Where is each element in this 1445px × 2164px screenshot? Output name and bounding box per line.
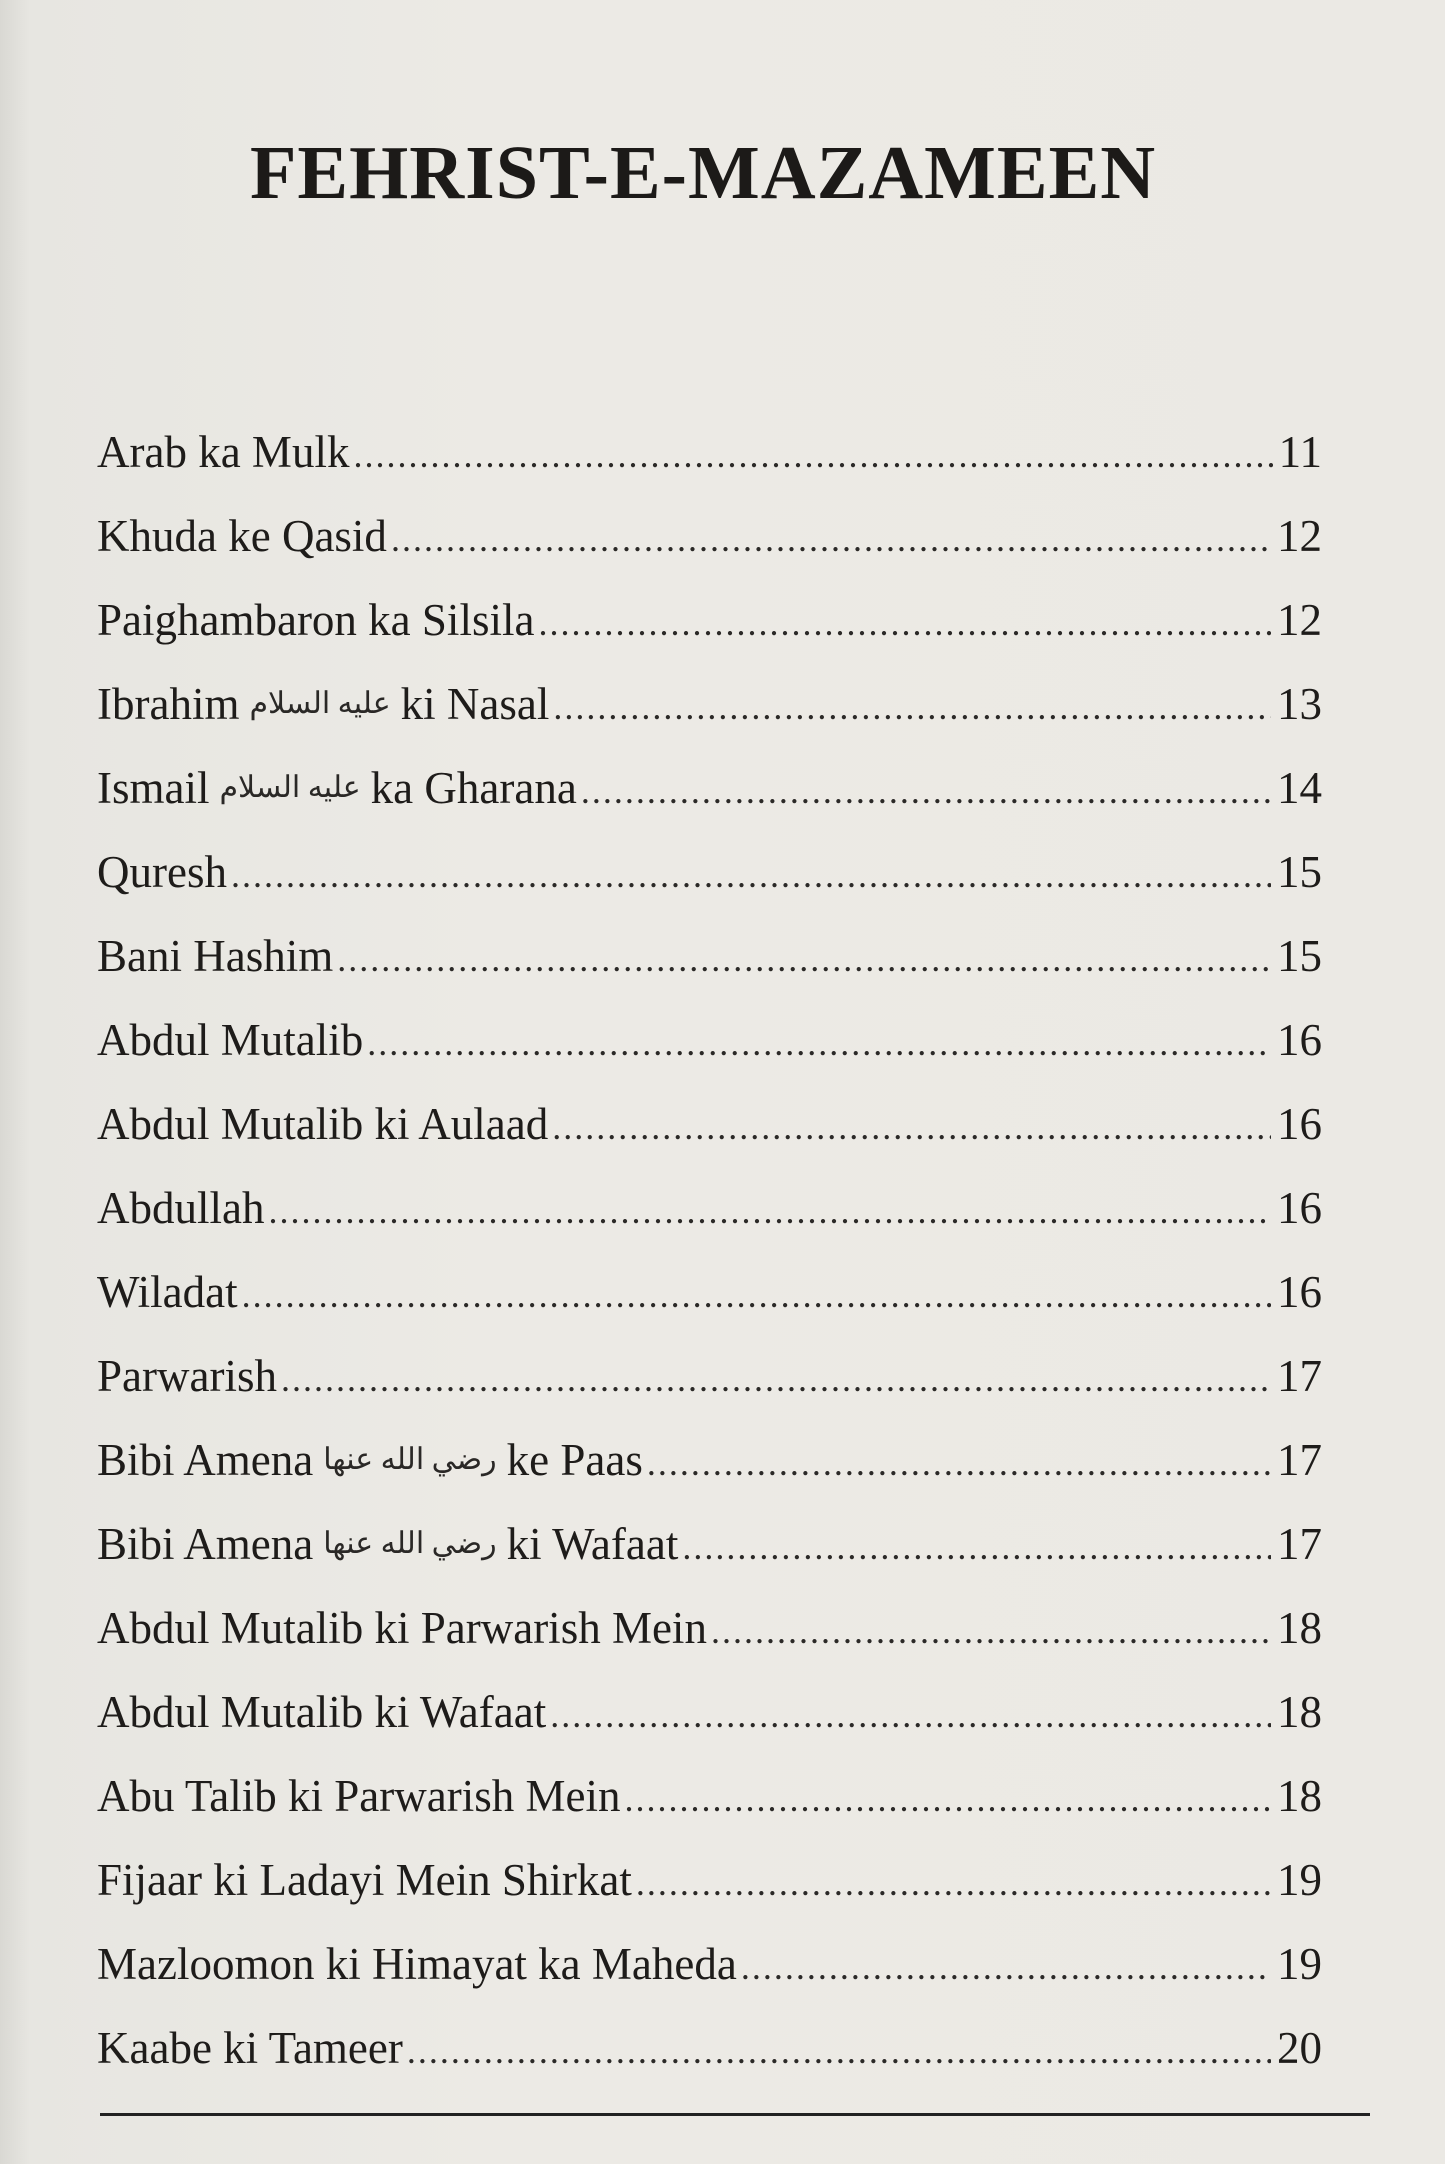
toc-entry-label: Kaabe ki Tameer: [97, 2023, 403, 2073]
toc-page-number: 20: [1277, 2023, 1322, 2073]
dot-leader: [711, 1586, 1271, 1670]
dot-leader: [741, 1922, 1271, 2006]
dot-leader: [636, 1838, 1271, 1922]
dot-leader: [281, 1334, 1271, 1418]
toc-page-number: 19: [1277, 1855, 1322, 1905]
toc-entry-label: Parwarish: [97, 1351, 277, 1401]
toc-entry: [97, 2006, 1322, 2090]
toc-page-number: 18: [1277, 1771, 1322, 1821]
toc-page-number: 18: [1277, 1603, 1322, 1653]
toc-page-number: 13: [1277, 679, 1322, 729]
dot-leader: [647, 1418, 1271, 1502]
toc-entry-label: Fijaar ki Ladayi Mein Shirkat: [97, 1855, 632, 1905]
toc-entry-label: Khuda ke Qasid: [97, 511, 387, 561]
bottom-rule: [100, 2113, 1370, 2116]
toc-entry: [97, 1334, 1322, 1418]
toc-entry: [97, 578, 1322, 662]
toc-entry-label: Bibi Amena رضي الله عنها ke Paas: [97, 1418, 647, 1502]
toc-page-number: 11: [1278, 427, 1322, 477]
toc-entry-label: Mazloomon ki Himayat ka Maheda: [97, 1939, 737, 1989]
toc-entry: [97, 1166, 1322, 1250]
honorific-glyph: عليه السلام: [219, 771, 361, 804]
toc-entry: [97, 410, 1322, 494]
honorific-glyph: عليه السلام: [249, 687, 391, 720]
toc-entry-label: Paighambaron ka Silsila: [97, 595, 535, 645]
toc-entry-label: Abdul Mutalib ki Wafaat: [97, 1687, 547, 1737]
toc-entry-label: Bibi Amena رضي الله عنها ki Wafaat: [97, 1502, 682, 1586]
honorific-glyph: رضي الله عنها: [323, 1527, 497, 1560]
toc-page-number: 12: [1277, 511, 1322, 561]
dot-leader: [550, 1670, 1271, 1754]
toc-page-number: 19: [1277, 1939, 1322, 1989]
toc-page-number: 17: [1277, 1519, 1322, 1569]
toc-entry: [97, 1586, 1322, 1670]
toc-page-number: 17: [1277, 1435, 1322, 1485]
toc-entry: [97, 494, 1322, 578]
dot-leader: [682, 1502, 1271, 1586]
toc-entry: [97, 1418, 1322, 1502]
toc-entry: [97, 830, 1322, 914]
dot-leader: [353, 410, 1272, 494]
toc-page-number: 15: [1277, 847, 1322, 897]
toc-entry-label: Abu Talib ki Parwarish Mein: [97, 1771, 621, 1821]
dot-leader: [231, 830, 1271, 914]
toc-page-number: 12: [1277, 595, 1322, 645]
toc-entry: [97, 998, 1322, 1082]
toc-entry: [97, 1922, 1322, 2006]
dot-leader: [538, 578, 1271, 662]
toc-entry: [97, 1250, 1322, 1334]
toc-entry-label: Bani Hashim: [97, 931, 334, 981]
dot-leader: [242, 1250, 1271, 1334]
toc-entry-label: Abdullah: [97, 1183, 265, 1233]
table-of-contents: [97, 410, 1322, 2090]
toc-page-number: 18: [1277, 1687, 1322, 1737]
toc-entry: [97, 1502, 1322, 1586]
toc-entry-label: Abdul Mutalib ki Parwarish Mein: [97, 1603, 707, 1653]
toc-page-number: 17: [1277, 1351, 1322, 1401]
dot-leader: [553, 662, 1271, 746]
toc-page-number: 16: [1277, 1099, 1322, 1149]
toc-entry-label: Ibrahim عليه السلام ki Nasal: [97, 662, 553, 746]
toc-entry: [97, 1838, 1322, 1922]
toc-entry: [97, 746, 1322, 830]
toc-entry: [97, 1082, 1322, 1166]
dot-leader: [624, 1754, 1271, 1838]
page-title: FEHRIST-E-MAZAMEEN: [250, 131, 1157, 215]
dot-leader: [581, 746, 1271, 830]
toc-entry-label: Wiladat: [97, 1267, 238, 1317]
dot-leader: [268, 1166, 1271, 1250]
dot-leader: [407, 2006, 1271, 2090]
toc-entry: [97, 1670, 1322, 1754]
dot-leader: [391, 494, 1271, 578]
honorific-glyph: رضي الله عنها: [323, 1443, 497, 1476]
toc-page-number: 16: [1277, 1183, 1322, 1233]
toc-entry: [97, 914, 1322, 998]
toc-page-number: 16: [1277, 1015, 1322, 1065]
toc-entry: [97, 662, 1322, 746]
dot-leader: [367, 998, 1271, 1082]
toc-entry-label: Quresh: [97, 847, 227, 897]
toc-page-number: 15: [1277, 931, 1322, 981]
toc-page-number: 16: [1277, 1267, 1322, 1317]
toc-entry-label: Arab ka Mulk: [97, 427, 350, 477]
toc-entry-label: Abdul Mutalib ki Aulaad: [97, 1099, 549, 1149]
toc-page-number: 14: [1277, 763, 1322, 813]
toc-entry-label: Abdul Mutalib: [97, 1015, 364, 1065]
toc-entry-label: Ismail عليه السلام ka Gharana: [97, 746, 581, 830]
toc-entry: [97, 1754, 1322, 1838]
dot-leader: [552, 1082, 1271, 1166]
dot-leader: [337, 914, 1271, 998]
